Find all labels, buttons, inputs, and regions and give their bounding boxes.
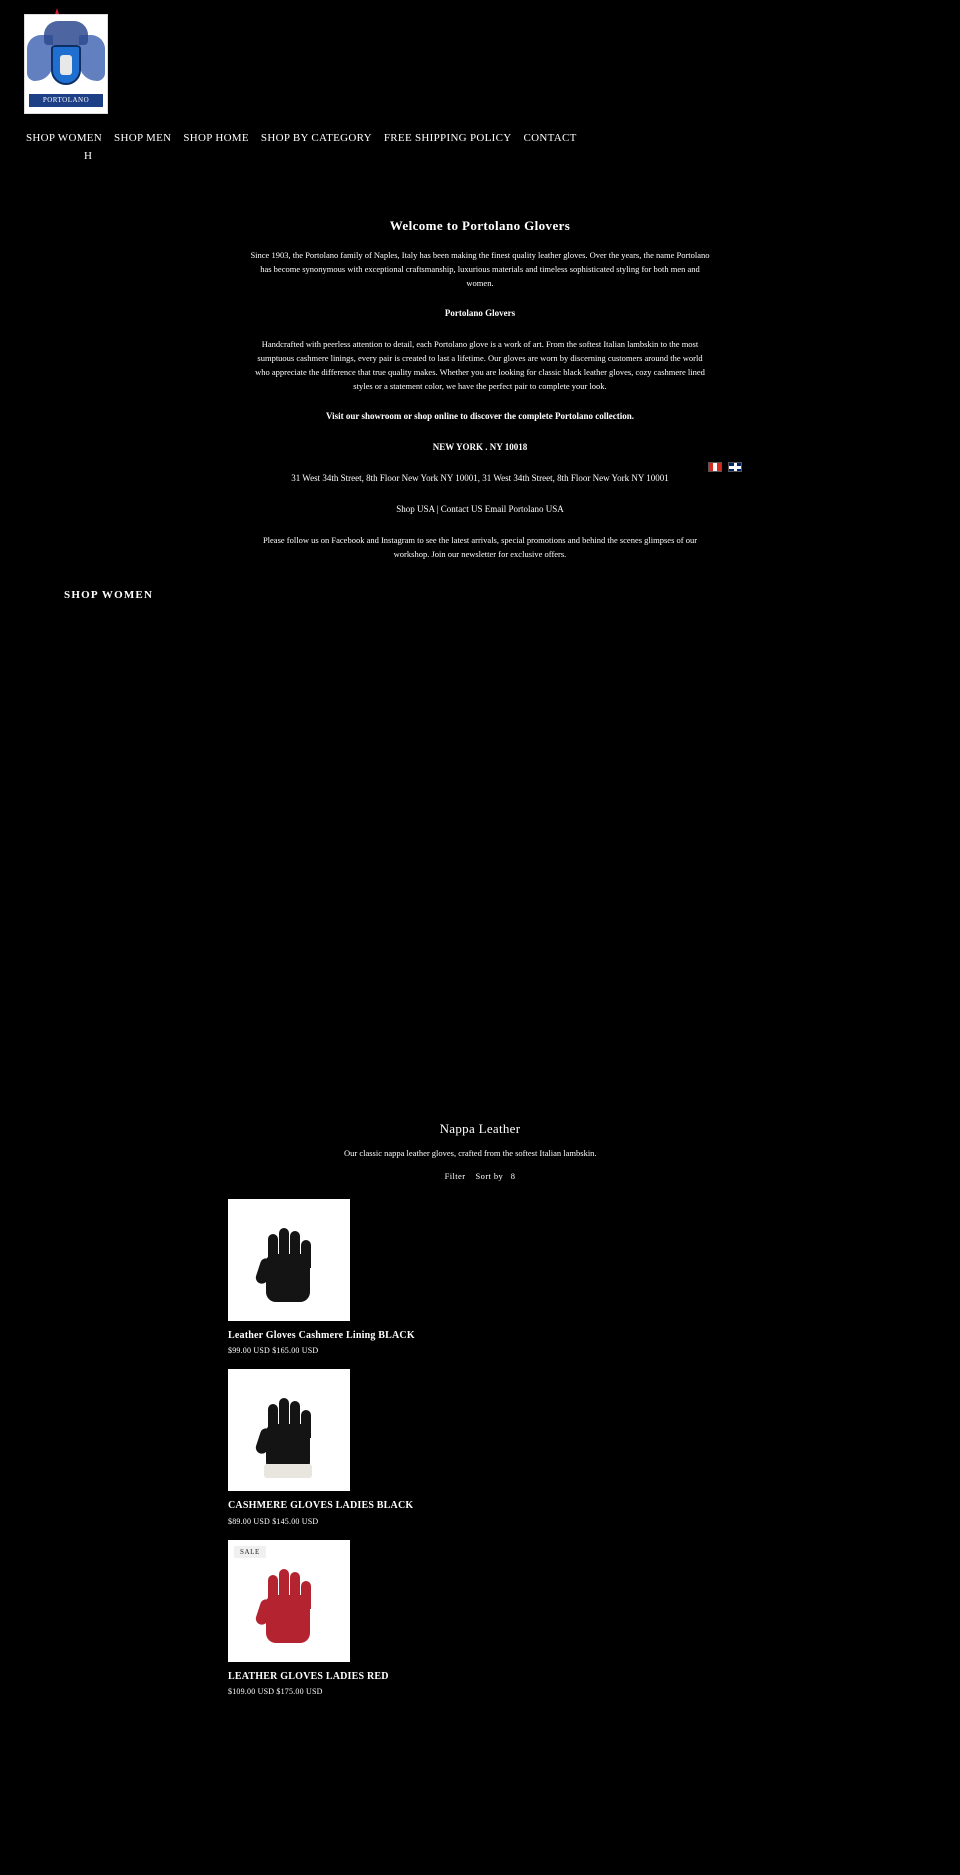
glove-icon xyxy=(258,1559,320,1643)
product-price: $99.00 USD $165.00 USD xyxy=(228,1346,319,1356)
welcome-paragraph-3: Visit our showroom or shop online to discover the complete Portolano collection. xyxy=(326,410,634,421)
shop-women-heading: SHOP WOMEN xyxy=(64,589,154,602)
nav-item-shop-women[interactable]: SHOP WOMEN xyxy=(26,132,103,144)
address-line-1: NEW YORK . NY 10018 xyxy=(432,441,528,452)
welcome-paragraph-2: Handcrafted with peerless attention to detail, each Portolano glove is a work of art. From the softest Italian lambskin to the most sumptuous cashmere linings, every pair is created to last a lifetime. Our gloves are worn by discerning customers around the world who appreciate the difference that true quality makes. Whether you are looking for classic black leather gloves, cozy cashmere lined styles or a statement color, we have the perfect pair to complete your look. xyxy=(255,338,705,391)
collection-filter-row[interactable] xyxy=(0,1171,960,1181)
product-card[interactable] xyxy=(228,1199,488,1356)
welcome-section xyxy=(0,218,960,561)
sale-badge: SALE xyxy=(234,1546,266,1558)
product-title[interactable]: LEATHER GLOVES LADIES RED xyxy=(228,1670,389,1682)
product-price: $109.00 USD $175.00 USD xyxy=(228,1687,323,1697)
nav-item-contact[interactable]: CONTACT xyxy=(523,132,577,144)
nav-sub-row: H xyxy=(84,150,92,162)
product-title[interactable]: Leather Gloves Cashmere Lining BLACK xyxy=(228,1329,415,1341)
nav-item-shop-men[interactable]: SHOP MEN xyxy=(114,132,172,144)
page-title: Welcome to Portolano Glovers xyxy=(389,218,571,233)
collection-description: Our classic nappa leather gloves, crafted from the softest Italian lambskin. xyxy=(344,1148,597,1159)
collection-section xyxy=(0,1121,960,1181)
product-price: $89.00 USD $145.00 USD xyxy=(228,1516,319,1526)
filter-label[interactable]: Filter xyxy=(444,1170,466,1181)
glove-icon xyxy=(258,1388,320,1472)
cuff-detail xyxy=(264,1464,312,1478)
logo-banner-text: PORTOLANO xyxy=(29,94,103,107)
product-count: 8 xyxy=(510,1170,516,1181)
canada-flag-icon[interactable] xyxy=(708,462,722,472)
footer-note: Please follow us on Facebook and Instagram to see the latest arrivals, special promotions and behind the scenes glimpses of our workshop. Join our newsletter for exclusive offers. xyxy=(262,535,698,560)
nav-item-free-shipping-policy[interactable]: FREE SHIPPING POLICY xyxy=(383,132,512,144)
nav-item-shop-home[interactable]: SHOP HOME xyxy=(183,132,249,144)
nav-item-shop-by-category[interactable]: SHOP BY CATEGORY xyxy=(260,132,372,144)
site-logo[interactable] xyxy=(24,14,108,114)
uk-flag-icon[interactable] xyxy=(728,462,742,472)
collection-title: Nappa Leather xyxy=(439,1121,521,1137)
product-title[interactable]: CASHMERE GLOVES LADIES BLACK xyxy=(228,1500,414,1512)
crest-icon xyxy=(24,14,108,114)
product-card[interactable] xyxy=(228,1540,488,1697)
welcome-subheading: Portolano Glovers xyxy=(444,308,516,319)
glove-icon xyxy=(258,1218,320,1302)
address-line-3: Shop USA | Contact US Email Portolano USA xyxy=(396,503,564,514)
address-line-2: 31 West 34th Street, 8th Floor New York NY 10001, 31 West 34th Street, 8th Floor New York NY 10001 xyxy=(291,472,669,483)
sort-label[interactable]: Sort by xyxy=(475,1170,504,1181)
welcome-paragraph-1: Since 1903, the Portolano family of Naples, Italy has been making the finest quality leather gloves. Over the years, the name Portolano has become synonymous with exceptional craftsmanship, luxurious materials and timeless sophisticated styling for both men and women. xyxy=(250,250,710,289)
product-card[interactable] xyxy=(228,1369,488,1526)
main-nav xyxy=(0,128,960,148)
product-image[interactable] xyxy=(228,1199,350,1321)
product-image[interactable] xyxy=(228,1369,350,1491)
content-spacer xyxy=(0,601,960,1111)
product-list xyxy=(0,1199,960,1697)
product-image[interactable] xyxy=(228,1540,350,1662)
locale-switcher[interactable] xyxy=(708,462,742,472)
site-header xyxy=(0,0,960,162)
